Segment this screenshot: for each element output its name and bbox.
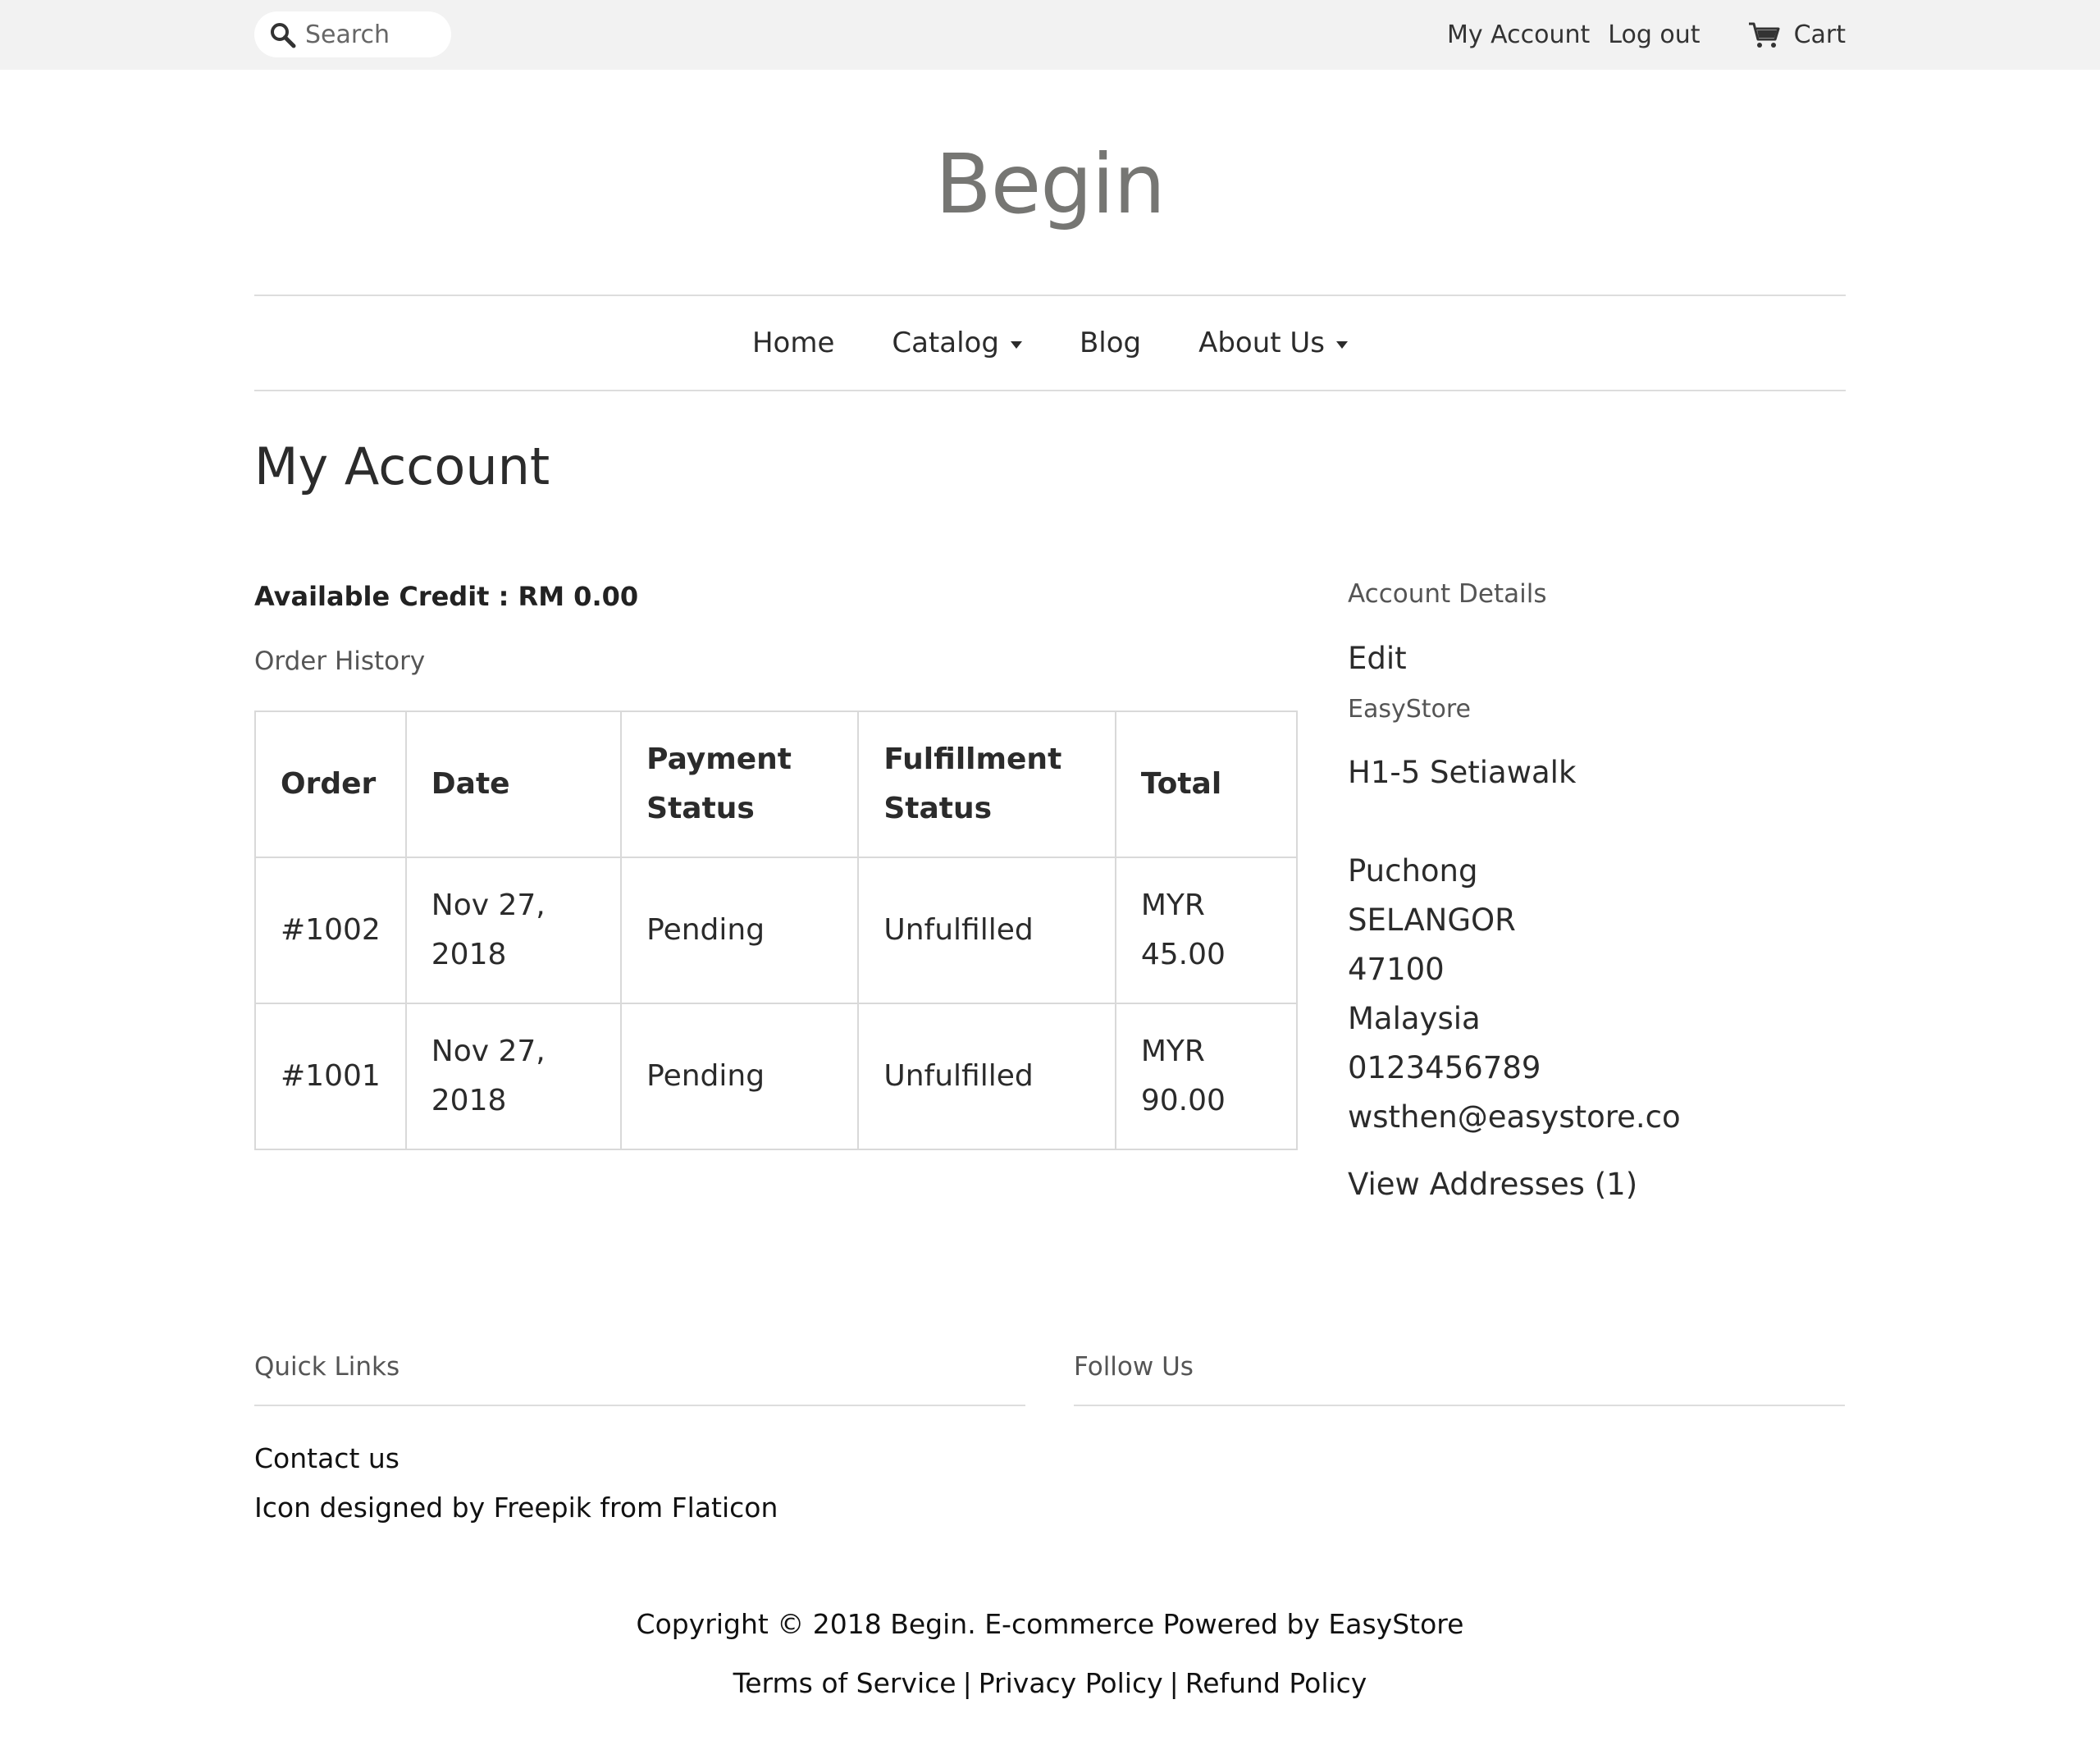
- view-addresses-link[interactable]: View Addresses (1): [1348, 1167, 1638, 1202]
- column-header-fulfillment-status: Fulfillment Status: [858, 711, 1115, 857]
- column-header-payment-status: Payment Status: [621, 711, 858, 857]
- cart-link[interactable]: [1748, 21, 1846, 49]
- account-phone: 0123456789: [1348, 1050, 1541, 1085]
- date-cell: Nov 27, 2018: [406, 1003, 621, 1149]
- top-bar: [0, 0, 2100, 70]
- my-account-link[interactable]: My Account: [1446, 21, 1591, 49]
- nav-item-about-us[interactable]: [1198, 327, 1348, 359]
- fulfillment-status-cell: Unfulfilled: [858, 857, 1115, 1003]
- search-box[interactable]: [254, 11, 451, 57]
- copyright-text: Copyright © 2018 Begin. E-commerce Powered by EasyStore: [636, 1608, 1464, 1640]
- quick-links-list: [254, 1434, 1025, 1533]
- nav-item-home[interactable]: [752, 327, 834, 359]
- page-title: My Account: [254, 436, 550, 496]
- table-header-row: [255, 711, 1297, 857]
- order-number-cell: [255, 1003, 406, 1149]
- footer-quick-links: [254, 1352, 1025, 1533]
- account-email: wsthen@easystore.co: [1348, 1099, 1681, 1135]
- fulfillment-status-cell: Unfulfilled: [858, 1003, 1115, 1149]
- policy-links: [0, 1667, 2100, 1699]
- address-postcode: 47100: [1348, 952, 1445, 987]
- column-header-date: Date: [406, 711, 621, 857]
- order-number-cell: [255, 857, 406, 1003]
- cart-label: Cart: [1793, 21, 1846, 49]
- caret-down-icon: [1011, 341, 1022, 349]
- icon-credit-link[interactable]: Icon designed by Freepik from Flaticon: [254, 1492, 778, 1524]
- table-row: [255, 857, 1297, 1003]
- nav-item-catalog[interactable]: [892, 327, 1022, 359]
- footer-follow-us: [1074, 1352, 1845, 1406]
- address-city: Puchong: [1348, 853, 1478, 889]
- available-credit: Available Credit : RM 0.00: [254, 581, 639, 612]
- policy-separator: |: [962, 1667, 972, 1699]
- cart-icon: [1748, 21, 1781, 49]
- total-cell: MYR 45.00: [1116, 857, 1297, 1003]
- nav-item-blog[interactable]: [1080, 327, 1141, 359]
- account-details: [1348, 579, 1856, 1202]
- nav-item-label: Home: [751, 327, 835, 359]
- log-out-link[interactable]: Log out: [1608, 21, 1701, 49]
- order-history-table: [254, 710, 1298, 1150]
- address-line-1: H1-5 Setiawalk: [1348, 755, 1577, 790]
- policy-separator: |: [1169, 1667, 1179, 1699]
- nav-divider-bottom: [254, 390, 1846, 391]
- date-cell: Nov 27, 2018: [406, 857, 621, 1003]
- search-icon: [269, 21, 297, 49]
- order-link[interactable]: #1002: [281, 913, 381, 947]
- address-state: SELANGOR: [1348, 902, 1516, 938]
- nav-item-label: Catalog: [892, 327, 999, 359]
- order-link[interactable]: #1001: [281, 1059, 381, 1093]
- nav-item-label: About Us: [1198, 327, 1326, 359]
- nav-item-label: Blog: [1079, 327, 1142, 359]
- search-input[interactable]: [304, 20, 446, 50]
- column-header-total: Total: [1116, 711, 1297, 857]
- address-country: Malaysia: [1348, 1001, 1481, 1036]
- account-details-heading: Account Details: [1348, 579, 1547, 609]
- account-name: EasyStore: [1348, 695, 1472, 724]
- column-header-order: Order: [255, 711, 406, 857]
- follow-us-heading: Follow Us: [1074, 1352, 1845, 1406]
- edit-account-link[interactable]: Edit: [1348, 641, 1407, 676]
- order-history-heading: Order History: [254, 646, 426, 676]
- refund-policy-link[interactable]: Refund Policy: [1185, 1667, 1367, 1699]
- payment-status-cell: Pending: [621, 857, 858, 1003]
- store-logo[interactable]: Begin: [935, 136, 1165, 232]
- terms-of-service-link[interactable]: Terms of Service: [733, 1667, 956, 1699]
- top-links: [1447, 0, 1846, 70]
- privacy-policy-link[interactable]: Privacy Policy: [978, 1667, 1163, 1699]
- total-cell: MYR 90.00: [1116, 1003, 1297, 1149]
- caret-down-icon: [1336, 341, 1348, 349]
- table-row: [255, 1003, 1297, 1149]
- main-nav: [254, 296, 1846, 390]
- address-spacer: [1348, 797, 1856, 847]
- quick-links-heading: Quick Links: [254, 1352, 1025, 1406]
- payment-status-cell: Pending: [621, 1003, 858, 1149]
- contact-us-link[interactable]: Contact us: [254, 1442, 399, 1474]
